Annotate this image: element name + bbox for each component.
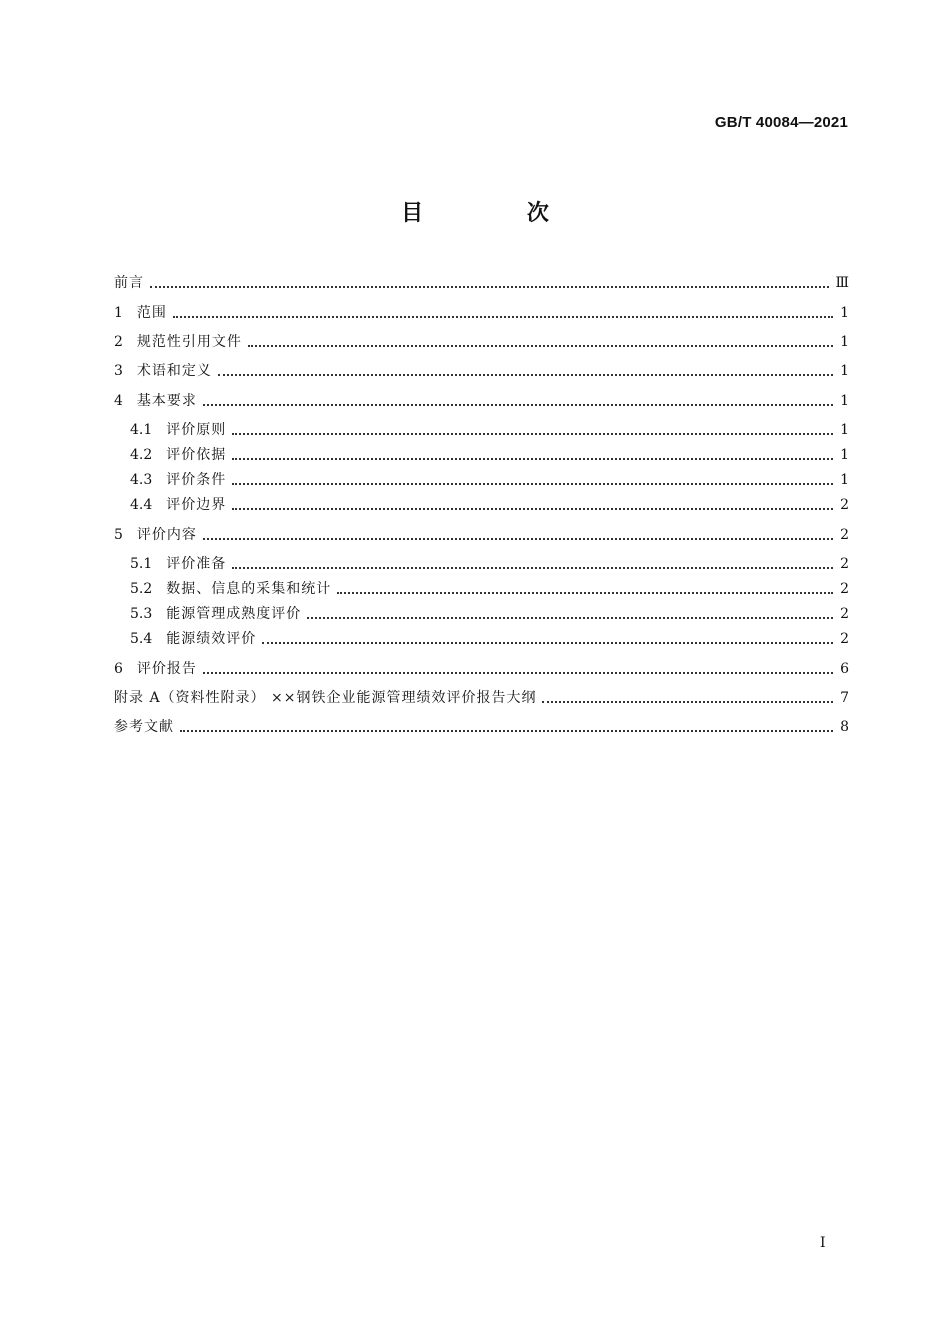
toc-entry-label: 范围 [136, 305, 167, 321]
toc-entry-page: 2 [840, 606, 849, 622]
toc-entry-number: 4.1 [130, 422, 153, 438]
toc-entry-label: 能源管理成熟度评价 [166, 606, 302, 622]
toc-entry-number: 4 [114, 393, 123, 409]
toc-entry-1[interactable] [114, 302, 849, 324]
toc-entry-4-3[interactable] [130, 469, 849, 491]
dot-leader [307, 617, 833, 619]
dot-leader [337, 592, 833, 594]
dot-leader [262, 642, 833, 644]
dot-leader [180, 730, 833, 732]
dot-leader [203, 404, 833, 406]
toc-entry-page: 8 [840, 719, 849, 735]
toc-entry-number: 4.3 [130, 472, 153, 488]
standard-code: GB/T 40084—2021 [714, 114, 848, 131]
dot-leader [203, 672, 833, 674]
dot-leader [232, 483, 833, 485]
dot-leader [150, 286, 829, 288]
toc-entry-label: 数据、信息的采集和统计 [166, 581, 332, 597]
toc-entry-label: 基本要求 [136, 393, 197, 409]
toc-entry-label: 参考文献 [114, 719, 174, 735]
toc-entry-label: 能源绩效评价 [166, 631, 257, 647]
toc-entry-page: 1 [840, 422, 849, 438]
toc-entry-page: 1 [840, 447, 849, 463]
dot-leader [218, 374, 833, 376]
toc-entry-label: 评价边界 [166, 497, 227, 513]
dot-leader [542, 701, 833, 703]
toc-entry-page: 1 [840, 393, 849, 409]
toc-entry-references[interactable] [114, 716, 849, 738]
toc-entry-page: 2 [840, 581, 849, 597]
toc-entry-5[interactable] [114, 524, 849, 546]
toc-entry-4-1[interactable] [130, 419, 849, 441]
toc-entry-number: 4.4 [130, 497, 153, 513]
toc-entry-page: 1 [840, 305, 849, 321]
toc-entry-2[interactable] [114, 331, 849, 353]
toc-entry-label: 规范性引用文件 [136, 334, 242, 350]
toc-entry-page: 7 [840, 690, 849, 706]
toc-entry-label: 评价报告 [136, 661, 197, 677]
dot-leader [232, 458, 833, 460]
toc-entry-label: 评价内容 [136, 527, 197, 543]
toc-entry-page: 1 [840, 472, 849, 488]
toc-entry-number: 6 [114, 661, 123, 677]
toc-entry-page: 2 [840, 497, 849, 513]
toc-entry-label: 术语和定义 [136, 363, 212, 379]
dot-leader [248, 345, 833, 347]
toc-entry-label: 评价条件 [166, 472, 227, 488]
toc-entry-page: Ⅲ [835, 275, 849, 291]
toc-entry-4-2[interactable] [130, 444, 849, 466]
toc-entry-5-3[interactable] [130, 603, 849, 625]
toc-entry-number: 4.2 [130, 447, 153, 463]
toc-entry-5-1[interactable] [130, 553, 849, 575]
toc-entry-label: 评价依据 [166, 447, 227, 463]
toc-entry-3[interactable] [114, 360, 849, 382]
toc-entry-number: 5.3 [130, 606, 153, 622]
dot-leader [203, 538, 833, 540]
toc-entry-label: 评价准备 [166, 556, 227, 572]
dot-leader [173, 316, 833, 318]
toc-entry-label: 前言 [114, 275, 144, 291]
dot-leader [232, 567, 833, 569]
toc-entry-page: 2 [840, 631, 849, 647]
page-number: I [820, 1235, 826, 1251]
toc-entry-number: 5.2 [130, 581, 153, 597]
toc-entry-page: 2 [840, 556, 849, 572]
toc-entry-6[interactable] [114, 658, 849, 680]
dot-leader [232, 433, 833, 435]
toc-entry-number: 5.4 [130, 631, 153, 647]
toc-entry-preface[interactable] [114, 272, 849, 294]
toc-entry-appendix-a[interactable] [114, 687, 849, 709]
toc-entry-5-2[interactable] [130, 578, 849, 600]
toc-entry-5-4[interactable] [130, 628, 849, 650]
toc-entry-number: 1 [114, 305, 123, 321]
toc-entry-number: 3 [114, 363, 123, 379]
toc-entry-page: 1 [840, 334, 849, 350]
toc-entry-number: 5.1 [130, 556, 153, 572]
toc-entry-4[interactable] [114, 390, 849, 412]
page-title: 目 次 [401, 201, 597, 226]
toc-entry-label: 评价原则 [166, 422, 227, 438]
toc-entry-4-4[interactable] [130, 494, 849, 516]
toc-entry-number: 5 [114, 527, 123, 543]
toc-entry-page: 1 [840, 363, 849, 379]
toc-entry-page: 6 [840, 661, 849, 677]
toc-entry-page: 2 [840, 527, 849, 543]
toc-entry-label: 附录 A（资料性附录） ××钢铁企业能源管理绩效评价报告大纲 [114, 690, 537, 706]
toc-entry-number: 2 [114, 334, 123, 350]
dot-leader [232, 508, 833, 510]
